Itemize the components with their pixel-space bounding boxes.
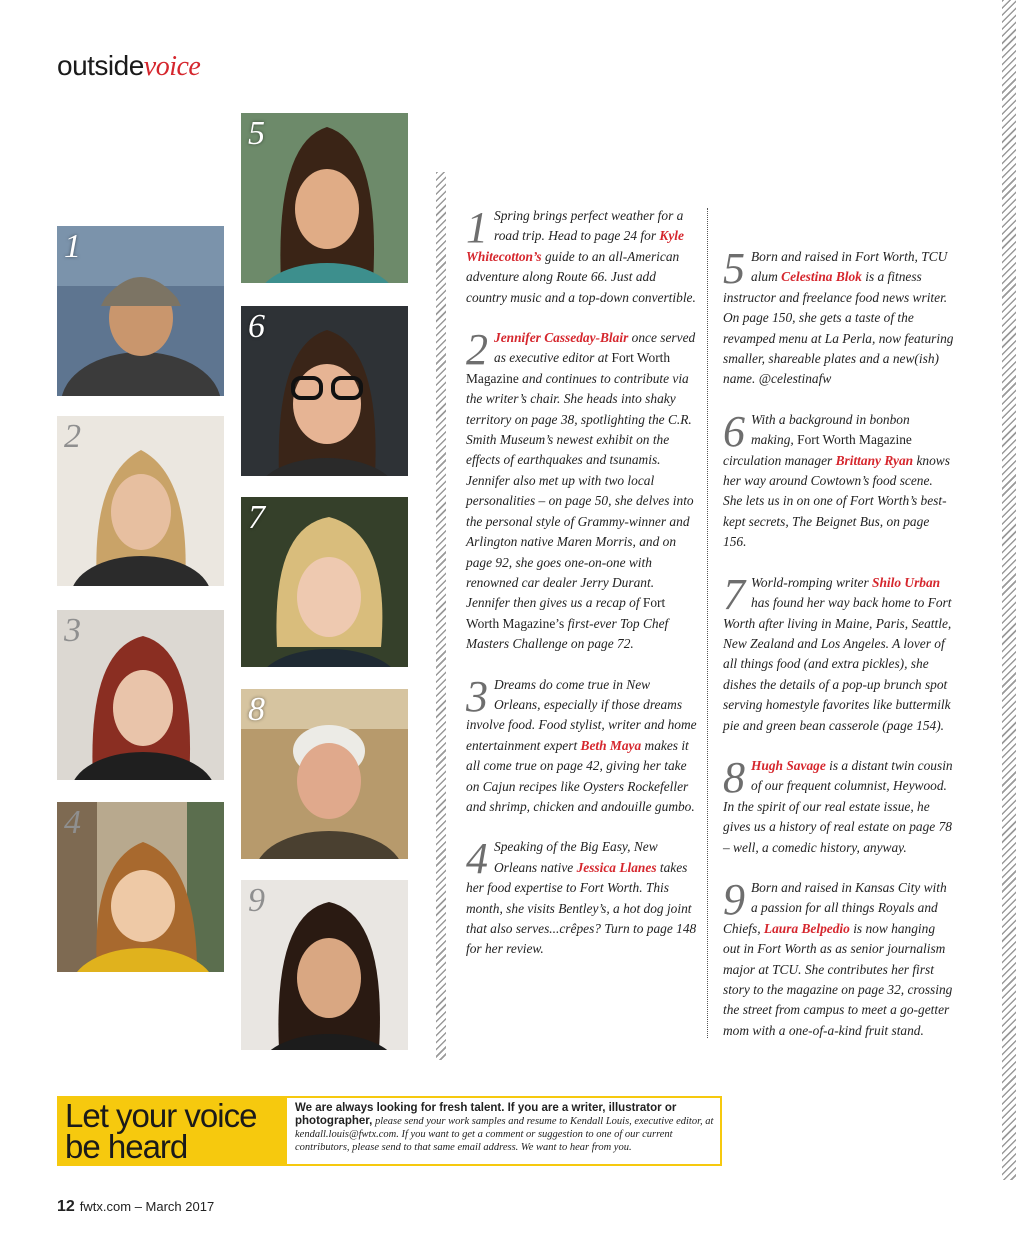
contributor-photo-2 — [57, 416, 224, 586]
contributor-name-9: Laura Belpedio — [763, 920, 850, 936]
photo-number-6: 6 — [248, 308, 265, 345]
contributor-entry-5: 5 Born and raised in Fort Worth, TCU alum Celestina Blok is a fitness instructor and freelance food news writer. On page 150, she gets a taste of the revamped menu at La Perla, now featuring smaller, shareable plates and a new(ish) name. @celestinafw — [723, 244, 954, 387]
contributor-photo-9 — [241, 880, 408, 1050]
contributor-name-1: Kyle Whitecotton’s — [466, 228, 684, 264]
column-stripe-divider — [436, 172, 446, 1060]
dropcap-7: 7 — [723, 569, 745, 619]
contributor-entry-6: 6 With a background in bonbon making, Fort Worth Magazine circulation manager Brittany Ryan knows her way around Cowtown’s food scene. She lets us in on one of Fort Worth’s best-kept secrets, The Beignet Bus, on page 156. — [723, 406, 950, 550]
text-column-right — [723, 244, 955, 1061]
text-column-left — [466, 203, 698, 980]
contributor-entry-4: 4 Speaking of the Big Easy, New Orleans native Jessica Llanes takes her food expertise to Fort Worth. This month, she visits Bentley’s, a hot dog joint that also serves...crêpes? Turn to page 148 for her review. — [466, 834, 697, 957]
contributor-name-4: Jessica Llanes — [576, 859, 657, 875]
portrait-illustration-2 — [57, 416, 224, 586]
contributor-entry-2: 2 Jennifer Casseday-Blair once served as executive editor at Fort Worth Magazine and continues to contribute via the writer’s chair. She heads into shaky territory on page 38, spotlighting the C.R. Smith Museum’s newest exhibit on the effects of earthquakes and tsunamis. Jennifer also met up with two local personalities – on page 50, she delves into the personal style of Grammy-winner and Arlington native Maren Morris, and on page 92, she goes one-on-one with renowned car dealer Jerry Durant. Jennifer then gives us a recap of Fort Worth Magazine’s first-ever Top Chef Masters Challenge on page 72. — [466, 325, 696, 652]
dotted-column-divider — [707, 208, 708, 1038]
contributor-name-5: Celestina Blok — [781, 269, 862, 285]
portrait-illustration-1 — [57, 226, 224, 396]
photo-number-3: 3 — [64, 612, 81, 649]
contributor-entry-3: 3 Dreams do come true in New Orleans, especially if those dreams involve food. Food stylist, writer and home entertainment expert Beth Maya makes it all come true on page 42, giving her take on Cajun recipes like Oysters Rockefeller and shrimp, chicken and andouille gumbo. — [466, 671, 697, 814]
photo-number-9: 9 — [248, 882, 265, 919]
dropcap-2: 2 — [466, 325, 488, 375]
dropcap-8: 8 — [723, 752, 745, 802]
contributor-photo-5 — [241, 113, 408, 283]
page-number: 12 — [57, 1198, 75, 1215]
banner-body: We are always looking for fresh talent. If you are a writer, illustrator or photographer, please send your work samples and resume to Kendall Louis, executive editor, at kendall.louis@fwtx.com. If you want to get a comment or suggestion to one of our current contributors, please send to that same email address. We want to hear from you. — [285, 1096, 722, 1166]
portrait-illustration-5 — [241, 113, 408, 283]
photo-number-1: 1 — [64, 228, 81, 265]
masthead-outside: outside — [57, 50, 144, 81]
page-edge-stripe — [1002, 0, 1016, 1180]
dropcap-9: 9 — [723, 874, 745, 924]
dropcap-3: 3 — [466, 671, 488, 721]
dropcap-4: 4 — [466, 834, 488, 884]
contributor-photo-3 — [57, 610, 224, 780]
footer-text: fwtx.com – March 2017 — [79, 1199, 215, 1214]
contributor-photo-7 — [241, 497, 408, 667]
contributor-entry-8: 8 Hugh Savage is a distant twin cousin of our frequent columnist, Heywood. In the spirit of our real estate issue, he gives us a history of real estate on page 78 – well, a comedic history, anyway. — [723, 752, 953, 855]
contributor-entry-1: 1 Spring brings perfect weather for a road trip. Head to page 24 for Kyle Whitecotton’s guide to an all-American adventure along Route 66. Just add country music and a top-down convertible. — [466, 203, 696, 305]
portrait-illustration-7 — [241, 497, 408, 667]
portrait-illustration-4 — [57, 802, 224, 972]
contributor-photo-1 — [57, 226, 224, 396]
contributor-name-3: Beth Maya — [580, 737, 642, 753]
photo-number-7: 7 — [248, 499, 265, 536]
dropcap-5: 5 — [723, 244, 745, 293]
portrait-illustration-9 — [241, 880, 408, 1050]
contributor-entry-9: 9 Born and raised in Kansas City with a passion for all things Royals and Chiefs, Laura Belpedio is now hanging out in Fort Worth as as senior journalism major at TCU. She contributes her first story to the magazine on page 32, crossing the street from campus to meet a go-getter mom with a one-of-a-kind fruit stand. — [723, 874, 953, 1038]
contributor-photo-6 — [241, 306, 408, 476]
dropcap-6: 6 — [723, 406, 745, 456]
contributor-photo-8 — [241, 689, 408, 859]
page-footer — [57, 1198, 214, 1216]
banner-headline: Let your voice be heard — [65, 1097, 257, 1165]
masthead-voice: voice — [143, 51, 201, 82]
contributor-name-6: Brittany Ryan — [835, 452, 914, 468]
photo-number-2: 2 — [64, 418, 81, 455]
contributor-name-2: Jennifer Casseday-Blair — [494, 330, 629, 346]
contributor-photo-4 — [57, 802, 224, 972]
contributor-name-8: Hugh Savage — [751, 757, 826, 773]
portrait-illustration-3 — [57, 610, 224, 780]
photo-number-4: 4 — [64, 804, 81, 841]
contributor-name-7: Shilo Urban — [872, 574, 941, 590]
contributor-entry-7: 7 World-romping writer Shilo Urban has found her way back home to Fort Worth after living in Maine, Paris, Seattle, New Zealand and Los Angeles. A lover of all things food (and extra pickles), she dishes the details of a pop-up brunch spot serving homestyle favorites like buttermilk pie and green bean casserole (page 154). — [723, 569, 952, 733]
portrait-illustration-6 — [241, 306, 408, 476]
call-for-talent-banner — [57, 1096, 722, 1166]
section-masthead — [57, 50, 200, 83]
photo-number-8: 8 — [248, 691, 265, 728]
portrait-illustration-8 — [241, 689, 408, 859]
photo-number-5: 5 — [248, 115, 265, 152]
dropcap-1: 1 — [466, 203, 488, 252]
